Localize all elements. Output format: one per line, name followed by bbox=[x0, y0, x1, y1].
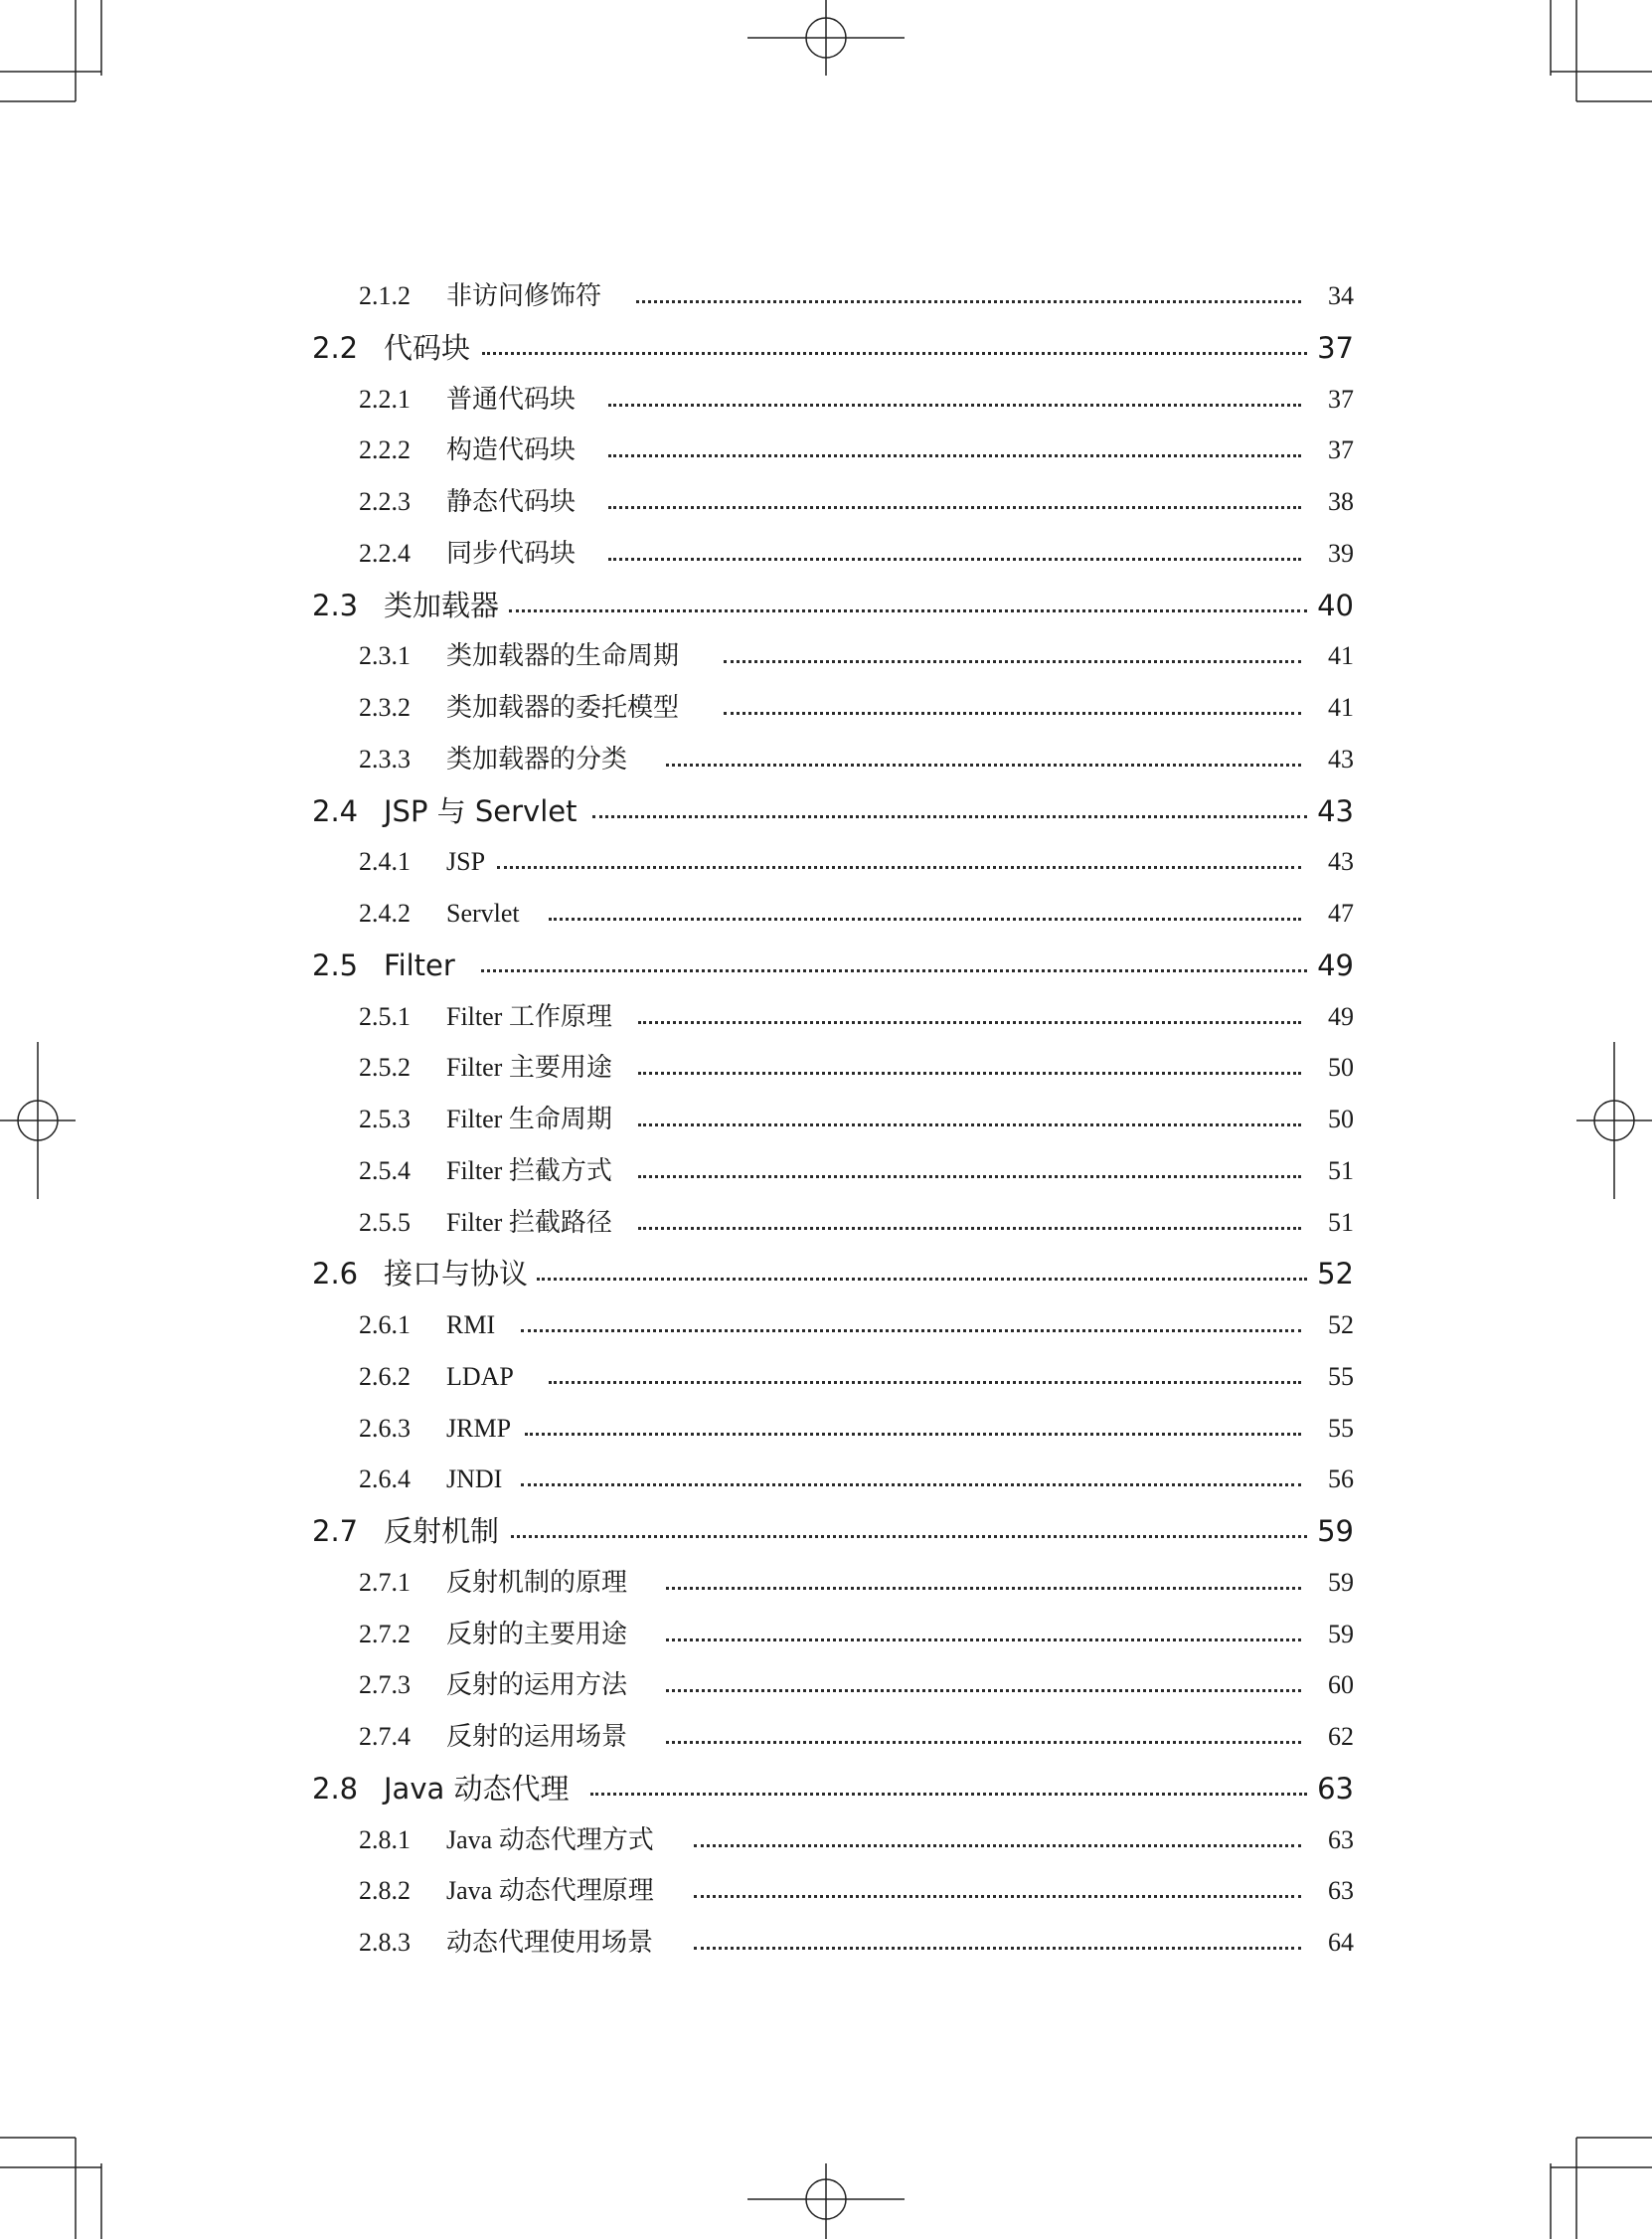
toc-entry-page-number: 51 bbox=[1328, 1155, 1354, 1185]
toc-entry-number: 2.8.3 bbox=[359, 1928, 411, 1957]
toc-entry-title: JRMP bbox=[446, 1413, 512, 1443]
toc-entry-number: 2.7.2 bbox=[359, 1619, 411, 1648]
toc-entry-title: 反射的运用场景 bbox=[446, 1722, 628, 1751]
toc-subsection-row[interactable] bbox=[0, 1351, 1652, 1403]
toc-subsection-row[interactable] bbox=[0, 888, 1652, 940]
dot-leader bbox=[694, 1844, 1301, 1847]
toc-entry-title: 静态代码块 bbox=[446, 487, 577, 516]
dot-leader bbox=[636, 300, 1301, 303]
toc-entry-number: 2.5.1 bbox=[359, 1001, 411, 1031]
dot-leader bbox=[549, 1381, 1301, 1384]
toc-section-row[interactable] bbox=[0, 940, 1652, 991]
toc-entry-number: 2.6 bbox=[312, 1257, 359, 1292]
toc-entry-number: 2.2 bbox=[312, 330, 359, 365]
toc-entry-number: 2.3.2 bbox=[359, 693, 411, 722]
toc-subsection-row[interactable] bbox=[0, 1609, 1652, 1660]
toc-section-row[interactable] bbox=[0, 785, 1652, 837]
toc-entry-page-number: 50 bbox=[1328, 1053, 1354, 1083]
dot-leader bbox=[521, 1329, 1301, 1332]
toc-subsection-row[interactable] bbox=[0, 1454, 1652, 1505]
toc-subsection-row[interactable] bbox=[0, 991, 1652, 1043]
toc-subsection-row[interactable] bbox=[0, 270, 1652, 322]
toc-entry-page-number: 63 bbox=[1328, 1824, 1354, 1854]
toc-entry-number: 2.7.4 bbox=[359, 1722, 411, 1751]
dot-leader bbox=[549, 918, 1301, 921]
dot-leader bbox=[521, 1483, 1301, 1486]
toc-subsection-row[interactable] bbox=[0, 1659, 1652, 1711]
toc-entry-number: 2.5.5 bbox=[359, 1207, 411, 1237]
toc-entry-page-number: 55 bbox=[1328, 1361, 1354, 1391]
dot-leader bbox=[638, 1123, 1301, 1126]
toc-entry-title: Java 动态代理 bbox=[384, 1771, 570, 1806]
toc-entry-title: Filter 拦截方式 bbox=[446, 1155, 612, 1185]
dot-leader bbox=[666, 1587, 1301, 1590]
toc-entry-number: 2.1.2 bbox=[359, 281, 411, 310]
toc-entry-title: 构造代码块 bbox=[446, 435, 577, 465]
toc-subsection-row[interactable] bbox=[0, 476, 1652, 528]
toc-section-row[interactable] bbox=[0, 1248, 1652, 1299]
toc-entry-title: 反射的主要用途 bbox=[446, 1619, 628, 1648]
toc-entry-title: LDAP bbox=[446, 1361, 514, 1391]
toc-entry-page-number: 50 bbox=[1328, 1105, 1354, 1133]
dot-leader bbox=[694, 1895, 1301, 1898]
toc-entry-page-number: 37 bbox=[1328, 384, 1354, 414]
toc-entry-page-number: 51 bbox=[1328, 1207, 1354, 1237]
toc-subsection-row[interactable] bbox=[0, 630, 1652, 682]
toc-entry-title: 代码块 bbox=[384, 330, 471, 365]
dot-leader bbox=[638, 1021, 1301, 1024]
dot-leader bbox=[638, 1175, 1301, 1178]
dot-leader bbox=[666, 1741, 1301, 1744]
toc-entry-title: Filter 主要用途 bbox=[446, 1053, 612, 1083]
toc-subsection-row[interactable] bbox=[0, 528, 1652, 580]
toc-entry-number: 2.3 bbox=[312, 588, 359, 622]
dot-leader bbox=[590, 1793, 1307, 1796]
toc-entry-title: 同步代码块 bbox=[446, 538, 577, 568]
toc-entry-number: 2.7.3 bbox=[359, 1670, 411, 1700]
toc-entry-page-number: 52 bbox=[1317, 1257, 1354, 1292]
toc-entry-page-number: 59 bbox=[1328, 1567, 1354, 1597]
toc-subsection-row[interactable] bbox=[0, 836, 1652, 888]
toc-section-row[interactable] bbox=[0, 580, 1652, 631]
toc-entry-number: 2.2.4 bbox=[359, 538, 411, 568]
toc-entry-page-number: 34 bbox=[1328, 281, 1354, 310]
toc-entry-page-number: 37 bbox=[1328, 435, 1354, 465]
toc-entry-number: 2.7 bbox=[312, 1514, 359, 1548]
dot-leader bbox=[525, 1433, 1301, 1436]
toc-entry-title: Filter 拦截路径 bbox=[446, 1207, 612, 1237]
toc-entry-number: 2.7.1 bbox=[359, 1567, 411, 1597]
toc-entry-title: Filter 工作原理 bbox=[446, 1001, 612, 1031]
toc-entry-page-number: 43 bbox=[1317, 793, 1354, 828]
toc-entry-page-number: 37 bbox=[1317, 330, 1354, 365]
toc-entry-title: Java 动态代理原理 bbox=[446, 1876, 654, 1906]
toc-entry-page-number: 47 bbox=[1328, 899, 1354, 928]
toc-entry-number: 2.5 bbox=[312, 947, 359, 982]
toc-entry-number: 2.3.3 bbox=[359, 744, 411, 774]
toc-entry-number: 2.2.3 bbox=[359, 487, 411, 516]
toc-entry-title: 类加载器的委托模型 bbox=[446, 693, 680, 722]
toc-entry-title: 普通代码块 bbox=[446, 384, 577, 414]
toc-entry-number: 2.8 bbox=[312, 1771, 359, 1806]
toc-entry-title: Filter bbox=[384, 947, 455, 982]
dot-leader bbox=[608, 404, 1301, 407]
toc-subsection-row[interactable] bbox=[0, 1094, 1652, 1145]
toc-entry-page-number: 43 bbox=[1328, 744, 1354, 774]
toc-entry-title: 类加载器 bbox=[384, 588, 500, 622]
toc-section-row[interactable] bbox=[0, 322, 1652, 374]
toc-subsection-row[interactable] bbox=[0, 734, 1652, 785]
toc-entry-page-number: 62 bbox=[1328, 1722, 1354, 1751]
toc-subsection-row[interactable] bbox=[0, 374, 1652, 426]
dot-leader bbox=[638, 1227, 1301, 1230]
toc-entry-page-number: 56 bbox=[1328, 1464, 1354, 1494]
toc-subsection-row[interactable] bbox=[0, 1145, 1652, 1197]
toc-entry-number: 2.5.2 bbox=[359, 1053, 411, 1083]
toc-entry-page-number: 41 bbox=[1328, 693, 1354, 722]
toc-entry-title: 反射机制的原理 bbox=[446, 1567, 628, 1597]
toc-entry-title: 接口与协议 bbox=[384, 1257, 529, 1292]
dot-leader bbox=[482, 352, 1307, 355]
toc-entry-title: JSP 与 Servlet bbox=[384, 793, 578, 828]
dot-leader bbox=[608, 558, 1301, 561]
dot-leader bbox=[511, 1535, 1307, 1538]
toc-entry-number: 2.2.1 bbox=[359, 384, 411, 414]
dot-leader bbox=[608, 506, 1301, 509]
toc-section-row[interactable] bbox=[0, 1763, 1652, 1814]
toc-entry-page-number: 64 bbox=[1328, 1928, 1354, 1957]
toc-entry-page-number: 49 bbox=[1317, 947, 1354, 982]
toc-entry-page-number: 59 bbox=[1317, 1514, 1354, 1548]
toc-entry-number: 2.6.1 bbox=[359, 1310, 411, 1339]
toc-subsection-row[interactable] bbox=[0, 1557, 1652, 1609]
dot-leader bbox=[481, 969, 1307, 972]
toc-entry-title: 类加载器的生命周期 bbox=[446, 641, 680, 671]
dot-leader bbox=[638, 1072, 1301, 1075]
toc-entry-title: Servlet bbox=[446, 899, 520, 928]
dot-leader bbox=[666, 1689, 1301, 1692]
toc-entry-page-number: 39 bbox=[1328, 538, 1354, 568]
toc-entry-number: 2.6.2 bbox=[359, 1361, 411, 1391]
dot-leader bbox=[666, 764, 1301, 767]
dot-leader bbox=[592, 815, 1307, 818]
toc-entry-page-number: 40 bbox=[1317, 588, 1354, 622]
dot-leader bbox=[724, 712, 1301, 715]
dot-leader bbox=[509, 609, 1307, 612]
toc-entry-page-number: 49 bbox=[1328, 1001, 1354, 1031]
toc-entry-number: 2.4.1 bbox=[359, 847, 411, 877]
toc-subsection-row[interactable] bbox=[0, 1865, 1652, 1917]
toc-entry-page-number: 63 bbox=[1328, 1876, 1354, 1906]
dot-leader bbox=[724, 660, 1301, 663]
toc-entry-number: 2.4.2 bbox=[359, 899, 411, 928]
toc-entry-page-number: 52 bbox=[1328, 1310, 1354, 1339]
toc-entry-number: 2.5.4 bbox=[359, 1155, 411, 1185]
toc-subsection-row[interactable] bbox=[0, 1814, 1652, 1866]
toc-entry-title: JSP bbox=[446, 847, 486, 877]
dot-leader bbox=[497, 866, 1301, 869]
toc-entry-number: 2.8.1 bbox=[359, 1824, 411, 1854]
dot-leader bbox=[694, 1947, 1301, 1950]
toc-entry-page-number: 43 bbox=[1328, 847, 1354, 877]
toc-entry-title: RMI bbox=[446, 1310, 496, 1339]
toc-entry-page-number: 59 bbox=[1328, 1619, 1354, 1648]
toc-entry-title: 动态代理使用场景 bbox=[446, 1928, 654, 1957]
toc-section-row[interactable] bbox=[0, 1505, 1652, 1557]
toc-entry-title: 反射的运用方法 bbox=[446, 1670, 628, 1700]
toc-entry-number: 2.5.3 bbox=[359, 1105, 411, 1133]
toc-entry-page-number: 60 bbox=[1328, 1670, 1354, 1700]
toc-subsection-row[interactable] bbox=[0, 682, 1652, 734]
toc-entry-number: 2.6.3 bbox=[359, 1413, 411, 1443]
toc-entry-number: 2.6.4 bbox=[359, 1464, 411, 1494]
toc-entry-page-number: 38 bbox=[1328, 487, 1354, 516]
toc-subsection-row[interactable] bbox=[0, 1299, 1652, 1351]
toc-entry-title: Filter 生命周期 bbox=[446, 1105, 612, 1133]
toc-subsection-row[interactable] bbox=[0, 1197, 1652, 1249]
dot-leader bbox=[666, 1638, 1301, 1641]
toc-entry-title: 类加载器的分类 bbox=[446, 744, 628, 774]
toc-entry-number: 2.4 bbox=[312, 793, 359, 828]
dot-leader bbox=[537, 1278, 1307, 1281]
toc-subsection-row[interactable] bbox=[0, 1042, 1652, 1094]
toc-entry-title: JNDI bbox=[446, 1464, 503, 1494]
toc-subsection-row[interactable] bbox=[0, 1403, 1652, 1455]
toc-subsection-row[interactable] bbox=[0, 1711, 1652, 1763]
toc-entry-title: 反射机制 bbox=[384, 1514, 500, 1548]
toc-entry-page-number: 55 bbox=[1328, 1413, 1354, 1443]
toc-subsection-row[interactable] bbox=[0, 425, 1652, 476]
toc-entry-number: 2.3.1 bbox=[359, 641, 411, 671]
toc-subsection-row[interactable] bbox=[0, 1917, 1652, 1969]
toc-entry-page-number: 63 bbox=[1317, 1771, 1354, 1806]
toc-entry-title: Java 动态代理方式 bbox=[446, 1824, 654, 1854]
toc-entry-number: 2.2.2 bbox=[359, 435, 411, 465]
dot-leader bbox=[608, 454, 1301, 457]
toc-entry-number: 2.8.2 bbox=[359, 1876, 411, 1906]
toc-entry-title: 非访问修饰符 bbox=[446, 281, 602, 310]
toc-entry-page-number: 41 bbox=[1328, 641, 1354, 671]
